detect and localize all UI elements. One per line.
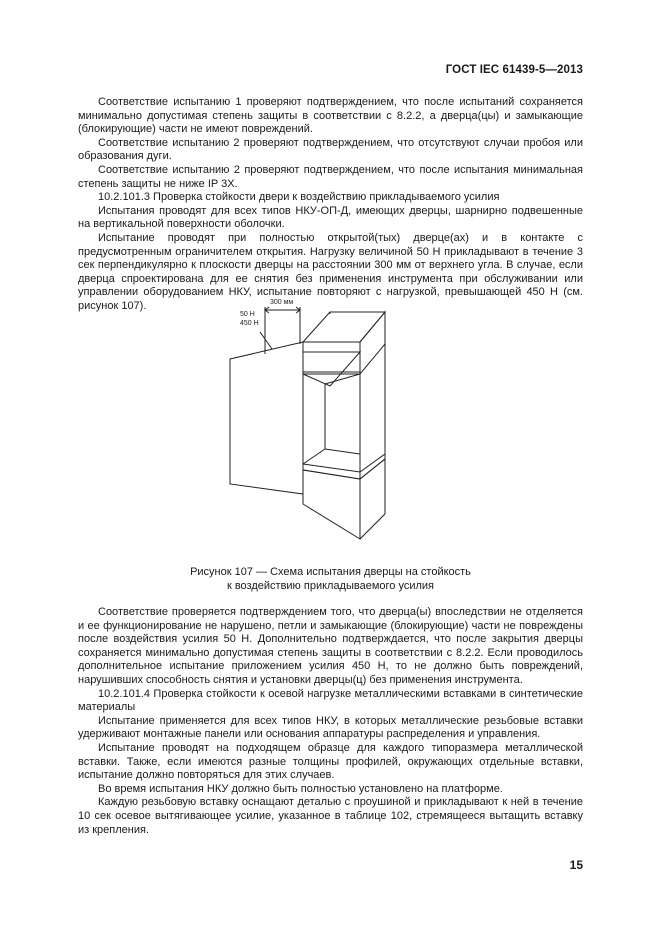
caption-line: к воздействию прикладываемого усилия [226,579,435,592]
top-text-block [78,96,583,314]
paragraph: Испытание применяется для всех типов НКУ, в которых металлические резьбовые вставки удерживают монтажные панели или основания аппаратуры распределения и управления. [78,714,583,741]
door-test-figure [200,294,420,544]
dimension-label: 300 мм [270,299,294,306]
section-heading: 10.2.101.4 Проверка стойкости к осевой нагрузке металлическими вставками в синтетические материалы [78,687,583,714]
page-number: 15 [569,858,583,872]
paragraph: Испытания проводят для всех типов НКУ-ОП-Д, имеющих дверцы, шарнирно подвешенные на вертикальной поверхности оболочки. [78,204,583,231]
caption-line: Рисунок 107 — Схема испытания дверцы на стойкость [190,566,471,578]
paragraph: Испытание проводят при полностью открытой(тых) дверце(ах) и в контакте с предусмотренным ограничителем открытия. Нагрузку величиной 50 Н прикладывают в течение 3 сек перпендикулярно к плоскости дверцы на расстоянии 300 мм от верхнего угла. В случае, если дверца спроектирована для ее снятия без применения инструмента при обслуживании или управлении оборудованием НКУ, испытание повторяют с нагрузкой, превышающей 450 Н (см. рисунок 107). [78,231,583,312]
figure-caption [78,566,583,593]
paragraph: Каждую резьбовую вставку оснащают деталью с проушиной и прикладывают к ней в течение 10 сек осевое вытягивающее усилие, указанное в таблице 102, стремящееся вытащить вставку из крепления. [78,796,583,836]
paragraph: Испытание проводят на подходящем образце для каждого типоразмера металлической вставки. Также, если имеются разные толщины профилей, окружающих отдельные вставки, испытание должно повторяться для этих случаев. [78,741,583,782]
paragraph: Соответствие испытанию 1 проверяют подтверждением, что после испытаний сохраняется минимально допустимая степень защиты в соответствии с 8.2.2, а дверца(цы) и замыкающие (блокирующие) части не имеют повреждений. [78,96,583,136]
open-door [230,342,303,494]
bottom-text-block [78,606,583,837]
force-label-450: 450 Н [240,320,259,327]
paragraph: Соответствие проверяется подтверждением того, что дверца(ы) впоследствии не отделяется и ее функционирование не нарушено, петли и замыкающие (блокирующие) части не повреждены после воздействия усилия 50 Н. Дополнительно подтверждается, что после закрытия дверцы сохраняется минимально допустимая степень защиты в соответствии с 8.2.2. Если проводилось дополнительное испытание приложением усилия 450 Н, то не должно быть повреждений, нарушивших способность снятия и установки дверцы(ц) без применения инструмента. [78,606,583,686]
paragraph: Во время испытания НКУ должно быть полностью установлено на платформе. [98,782,503,795]
paragraph: Соответствие испытанию 2 проверяют подтверждением, что после испытания минимальная степень защиты не ниже IP 3X. [78,163,583,190]
document-header: ГОСТ IEC 61439-5—2013 [445,64,583,76]
force-label-50: 50 Н [240,311,255,318]
cabinet-drawing [200,294,420,544]
section-heading: 10.2.101.3 Проверка стойкости двери к воздействию прикладываемого усилия [98,191,500,204]
paragraph: Соответствие испытанию 2 проверяют подтверждением, что отсутствуют случаи пробоя или образования дуги. [78,136,583,163]
